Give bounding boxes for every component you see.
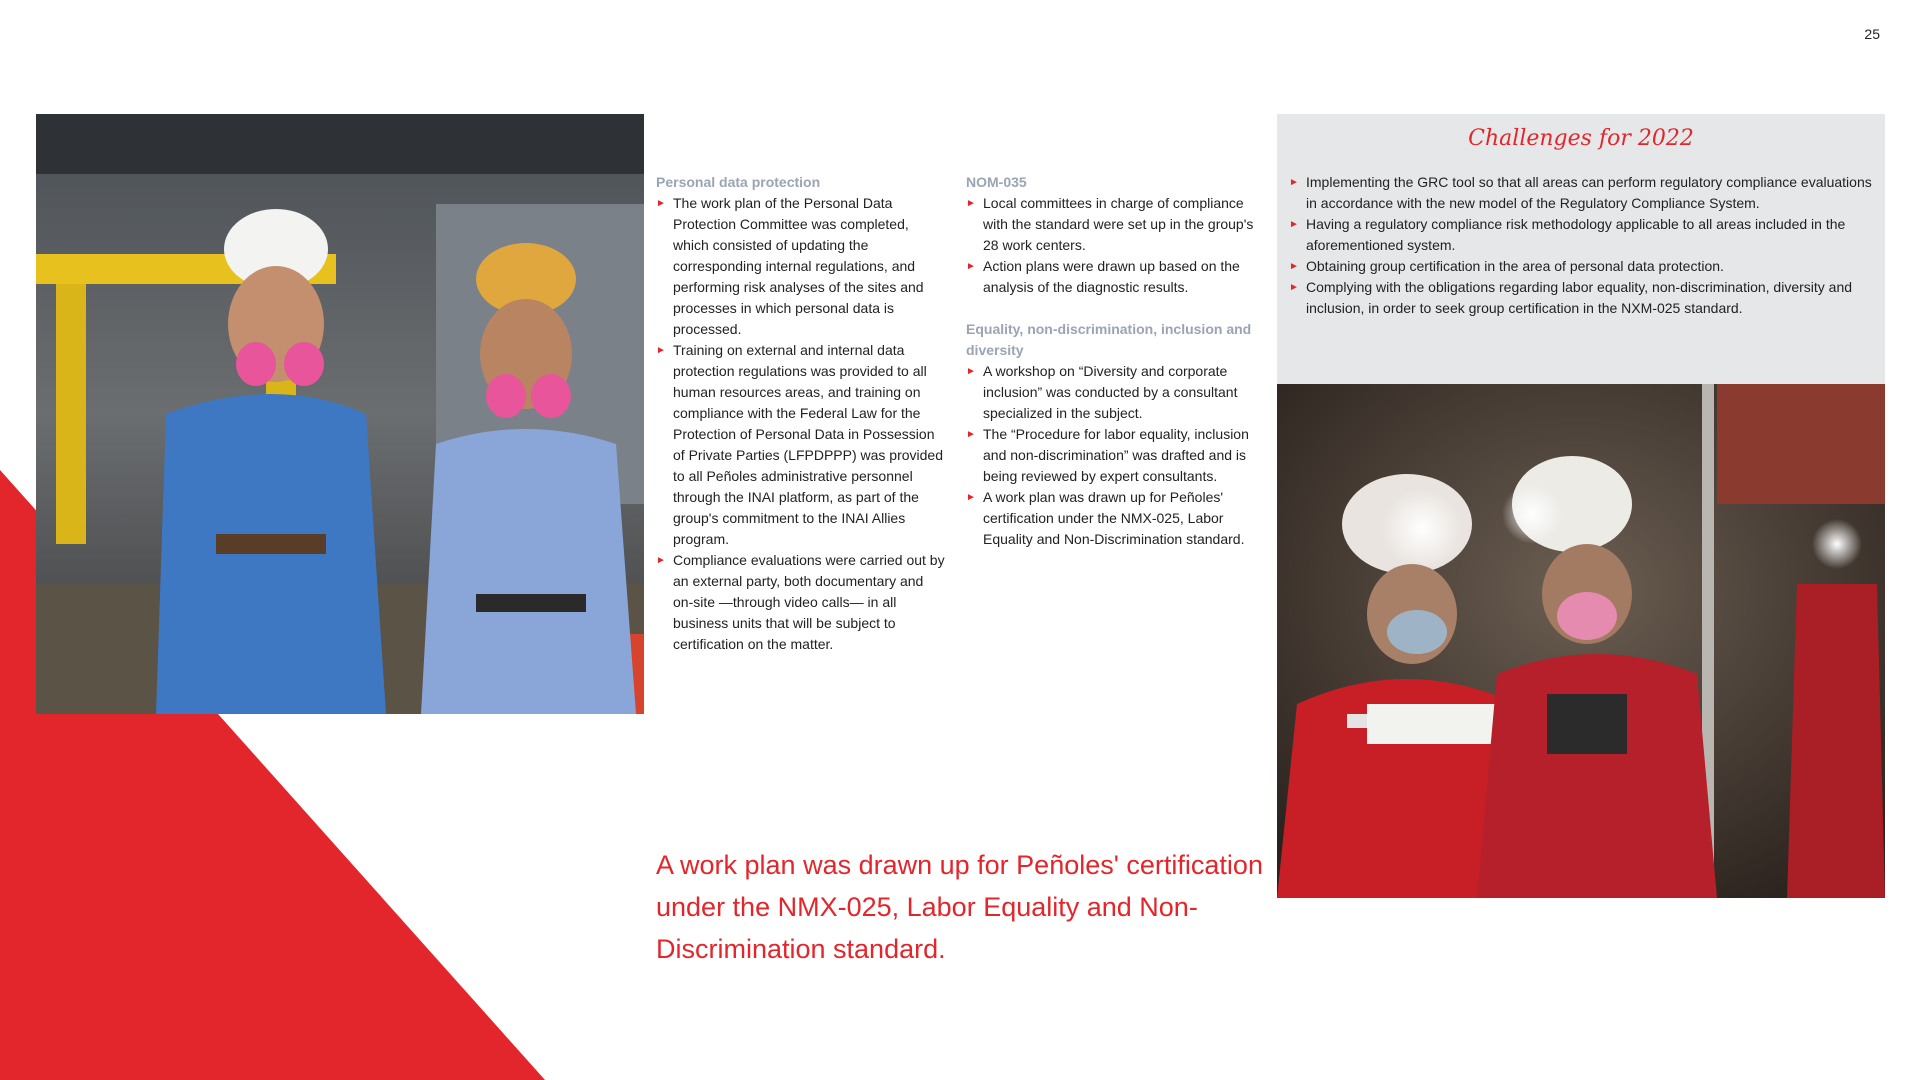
bullet-arrow-icon: ►	[966, 261, 976, 272]
bullet-arrow-icon: ►	[656, 198, 666, 209]
bullet-arrow-icon: ►	[656, 345, 666, 356]
list-item: ► Complying with the obligations regarding labor equality, non-discrimination, diversity and inclusion, in order to seek group certification in the NXM-025 standard.	[1289, 279, 1853, 316]
challenges-title: Challenges for 2022	[1468, 126, 1694, 151]
bullet-arrow-icon: ►	[1289, 219, 1299, 230]
workers-respirators-photo	[36, 114, 644, 714]
bullet-arrow-icon: ►	[966, 198, 976, 209]
list-item: ► Compliance evaluations were carried out by an external party, both documentary and on-site —through video calls— in all business units that will be subject to certification on the matter.	[656, 552, 945, 652]
personal-data-column	[656, 172, 946, 655]
list-item: ► Action plans were drawn up based on the analysis of the diagnostic results.	[966, 258, 1240, 295]
page-number: 25	[1864, 26, 1880, 42]
list-item: ► Training on external and internal data protection regulations was provided to all human resources areas, and training on compliance with the Federal Law for the Protection of Personal Data in Possession of Private Parties (LFPDPPP) was provided to all Peñoles administrative personnel through the INAI platform, as part of the group's commitment to the INAI Allies program.	[656, 342, 943, 547]
challenges-list	[1289, 172, 1874, 319]
bullet-arrow-icon: ►	[966, 366, 976, 377]
pull-quote: A work plan was drawn up for Peñoles' certification under the NMX-025, Labor Equality and Non-Discrimination standard.	[656, 850, 1263, 964]
list-item: ► Implementing the GRC tool so that all areas can perform regulatory compliance evaluations in accordance with the new model of the Regulatory Compliance System.	[1289, 174, 1872, 211]
list-item: ► Obtaining group certification in the area of personal data protection.	[1289, 256, 1874, 277]
bullet-arrow-icon: ►	[656, 555, 666, 566]
nom-035-heading: NOM-035	[966, 174, 1027, 190]
bullet-arrow-icon: ►	[966, 429, 976, 440]
bullet-arrow-icon: ►	[1289, 177, 1299, 188]
miners-headlamps-photo	[1277, 384, 1885, 898]
equality-list	[966, 361, 1266, 550]
bullet-arrow-icon: ►	[1289, 261, 1299, 272]
list-item: ► Local committees in charge of compliance with the standard were set up in the group's 28 work centers.	[966, 195, 1254, 253]
nom-035-list	[966, 193, 1266, 298]
list-item: ► Having a regulatory compliance risk methodology applicable to all areas included in the aforementioned system.	[1289, 216, 1846, 253]
list-item: ► The work plan of the Personal Data Protection Committee was completed, which consisted of updating the corresponding internal regulations, and performing risk analyses of the sites and processes in which personal data is processed.	[656, 195, 924, 337]
equality-heading: Equality, non-discrimination, inclusion and diversity	[966, 321, 1252, 358]
list-item: ► A workshop on “Diversity and corporate inclusion” was conducted by a consultant specialized in the subject.	[966, 363, 1238, 421]
challenges-box	[1277, 114, 1885, 384]
bullet-arrow-icon: ►	[966, 492, 976, 503]
list-item: ► A work plan was drawn up for Peñoles' certification under the NMX-025, Labor Equality and Non-Discrimination standard.	[966, 489, 1245, 547]
bullet-arrow-icon: ►	[1289, 282, 1299, 293]
nom-equality-column	[966, 172, 1266, 550]
personal-data-list	[656, 193, 946, 655]
list-item: ► The “Procedure for labor equality, inclusion and non-discrimination” was drafted and is being reviewed by expert consultants.	[966, 426, 1249, 484]
personal-data-heading: Personal data protection	[656, 174, 821, 190]
